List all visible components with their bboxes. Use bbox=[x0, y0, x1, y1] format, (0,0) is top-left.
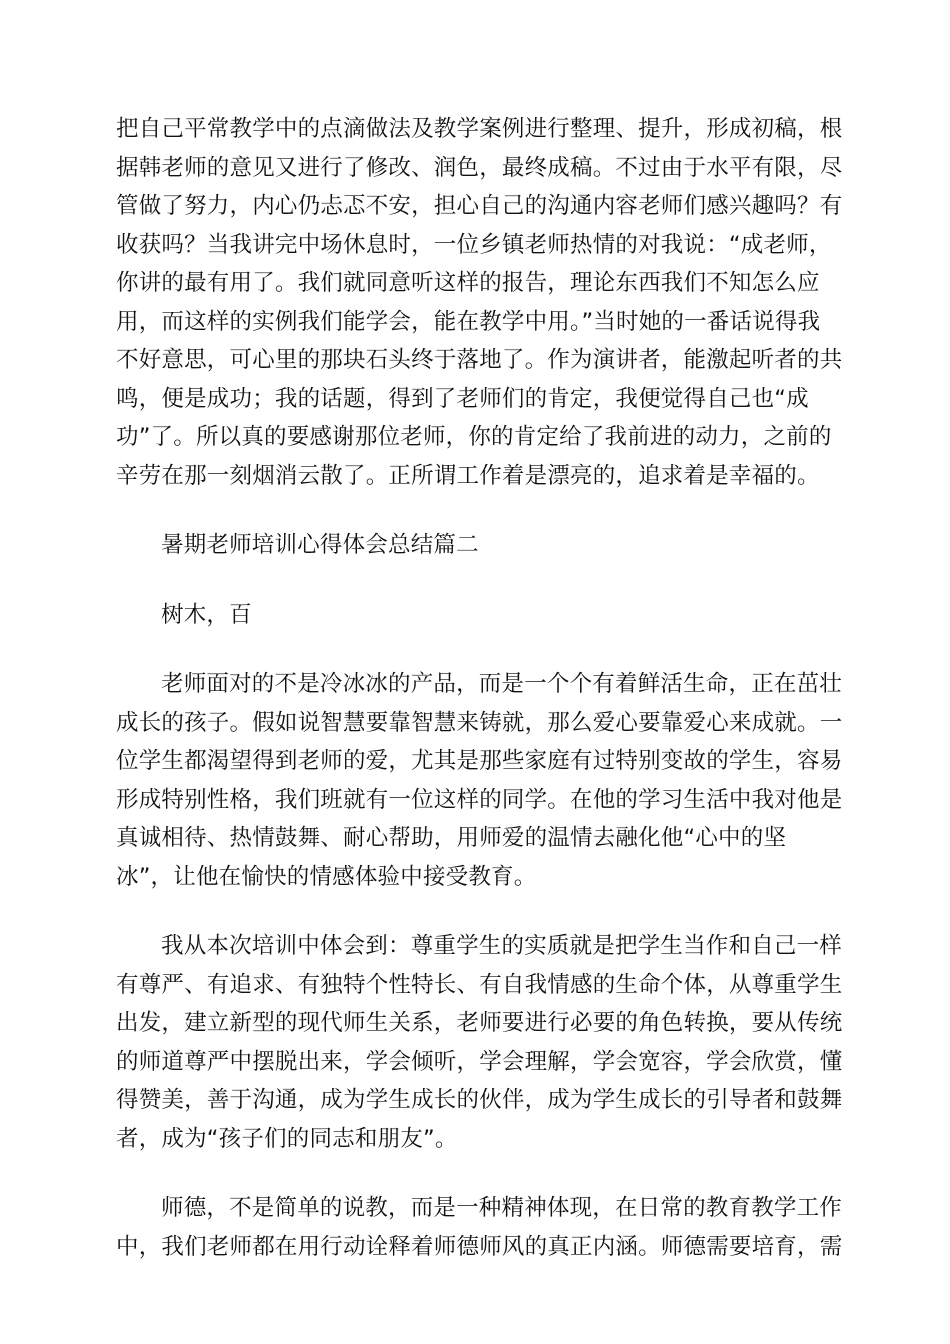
text-line: 暑期老师培训心得体会总结篇二 bbox=[161, 532, 479, 558]
text-line: 出发，建立新型的现代师生关系，老师要进行必要的角色转换，要从传统 bbox=[116, 1010, 843, 1036]
text-line: 把自己平常教学中的点滴做法及教学案例进行整理、提升，形成初稿，根 bbox=[116, 116, 843, 142]
paragraph-p5 bbox=[116, 927, 843, 1158]
text-line: 管做了努力，内心仍忐忑不安，担心自己的沟通内容老师们感兴趣吗？有 bbox=[116, 193, 843, 219]
paragraph-p6 bbox=[116, 1189, 843, 1266]
text-line: 收获吗？当我讲完中场休息时，一位乡镇老师热情的对我说：“成老师， bbox=[116, 231, 832, 258]
text-line: 师德，不是简单的说教，而是一种精神体现，在日常的教育教学工作 bbox=[161, 1195, 843, 1221]
paragraph-p3 bbox=[116, 596, 836, 635]
text-line: 用，而这样的实例我们能学会，能在教学中用。”当时她的一番话说得我 bbox=[116, 308, 821, 335]
text-line: 老师面对的不是冷冰冰的产品，而是一个个有着鲜活生命，正在茁壮 bbox=[161, 671, 843, 697]
text-line: 不好意思，可心里的那块石头终于落地了。作为演讲者，能激起听者的共 bbox=[116, 347, 843, 373]
text-line: 鸣，便是成功；我的话题，得到了老师们的肯定，我便觉得自己也“成 bbox=[116, 385, 809, 412]
paragraph-p4 bbox=[116, 665, 843, 896]
text-line: 有尊严、有追求、有独特个性特长、有自我情感的生命个体，从尊重学生 bbox=[116, 971, 843, 998]
text-line: 得赞美，善于沟通，成为学生成长的伙伴，成为学生成长的引导者和鼓舞 bbox=[116, 1087, 843, 1113]
paragraph-p2 bbox=[116, 526, 836, 565]
text-line: 的师道尊严中摆脱出来，学会倾听，学会理解，学会宽容，学会欣赏，懂 bbox=[116, 1048, 843, 1075]
text-line: 位学生都渴望得到老师的爱，尤其是那些家庭有过特别变故的学生，容易 bbox=[116, 748, 843, 774]
text-line: 功”了。所以真的要感谢那位老师，你的肯定给了我前进的动力，之前的 bbox=[116, 424, 832, 450]
text-line: 真诚相待、热情鼓舞、耐心帮助，用师爱的温情去融化他“心中的坚 bbox=[116, 825, 787, 851]
text-line: 据韩老师的意见又进行了修改、润色，最终成稿。不过由于水平有限，尽 bbox=[116, 154, 843, 181]
text-line: 冰”，让他在愉快的情感体验中接受教育。 bbox=[116, 863, 537, 890]
text-line: 形成特别性格，我们班就有一位这样的同学。在他的学习生活中我对他是 bbox=[116, 786, 843, 813]
document-body bbox=[116, 110, 843, 1297]
text-line: 中，我们老师都在用行动诠释着师德师风的真正内涵。师德需要培育，需 bbox=[116, 1233, 843, 1260]
paragraph-p1 bbox=[116, 110, 843, 495]
text-line: 我从本次培训中体会到：尊重学生的实质就是把学生当作和自己一样 bbox=[161, 933, 843, 959]
text-line: 成长的孩子。假如说智慧要靠智慧来铸就，那么爱心要靠爱心来成就。一 bbox=[116, 709, 843, 736]
text-line: 辛劳在那一刻烟消云散了。正所谓工作着是漂亮的，追求着是幸福的。 bbox=[116, 462, 820, 489]
text-line: 者，成为“孩子们的同志和朋友”。 bbox=[116, 1125, 458, 1152]
text-line: 树木，百 bbox=[161, 601, 252, 628]
text-line: 你讲的最有用了。我们就同意听这样的报告，理论东西我们不知怎么应 bbox=[116, 270, 820, 296]
